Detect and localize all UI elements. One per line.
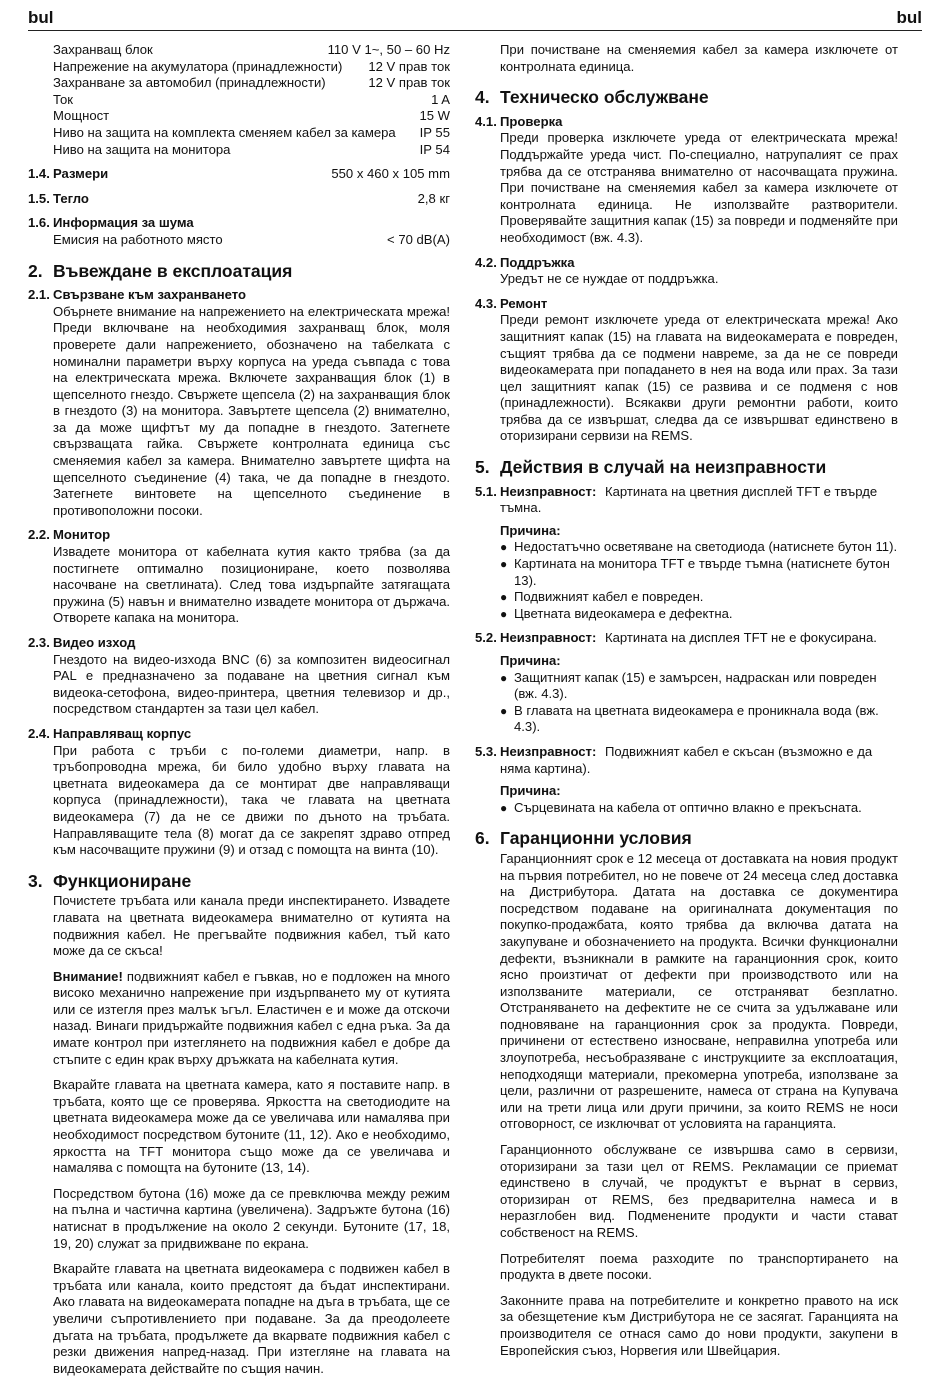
bullet-icon: ●: [500, 606, 508, 621]
paragraph: Законните права на потребителите и конкретно правото на иск за обезщетение към Дистрибутора не се засягат. Гаранцията на производителя се отнася само до нови продукти, закупени в Европейския съюз, Норвегия или Швейцария.: [500, 1292, 898, 1358]
heading-servicing: 4.2. Поддръжка: [475, 254, 575, 270]
paragraph: При работа с тръби с по-големи диаметри, напр. в тръбопроводна мрежа, би било удобно върху главата на цветната видеокамера да се монтират две направляващи корпуса (принадлежности), така че главата на цветната видеокамера (7) да не се движи по дъното на тръбата. Направляващите тела (8) могат да се закрепят здраво отпред към насочващите пружини (9) и отзад с помощта на винта (10).: [53, 742, 450, 858]
fault-item: 5.2. Неизправност: Картината на дисплея TFT не е фокусирана.: [475, 630, 877, 646]
paragraph: При почистване на сменяемия кабел за камера изключете от контролната единица.: [500, 42, 898, 74]
paragraph: Извадете монитора от кабелната кутия както трябва (за да постигнете оптимално позициониране, което позволява насочване на светлината). След това издърпайте затягащата пружина (5) навън и внимателно извадете монитора от държача. Отворете капака на монитора.: [53, 544, 450, 626]
paragraph: Гнездото на видео-изхода BNC (6) за композитен видеосигнал PAL е предназначено за подаване на цветния сигнал към видеока-сетофона, видео-принтера, цветния телевизор и др., посредством стандартен за тази цел кабел.: [53, 651, 450, 717]
list-item: ● Сърцевината на кабела от оптично влакно е прекъсната.: [500, 799, 862, 815]
bullet-icon: ●: [500, 703, 508, 718]
paragraph: Потребителят поема разходите по транспортирането на продукта в двете посоки.: [500, 1250, 898, 1283]
fault-item: 5.1. Неизправност: Картината на цветния дисплей TFT е твърде тъмна.: [475, 483, 878, 516]
heading-repair: 4.3. Ремонт: [475, 295, 548, 311]
spec-row: Ниво на защита на комплекта сменяем кабел за камера IP 55: [53, 124, 450, 140]
header-language-right: bul: [896, 8, 922, 27]
spec-list: [28, 42, 450, 158]
heading-maintenance: 4. Техническо обслужване: [475, 87, 709, 108]
warning-label: Внимание!: [53, 968, 123, 984]
heading-commissioning: 2. Въвеждане в експлоатация: [28, 260, 293, 281]
paragraph: Вкарайте главата на цветната камера, като я поставите напр. в тръбата, която ще се проверява. Яркостта на светодиодите на цветната видеокамера може да се увеличава или намалява при необходимост посредством бутоните (11, 12). Ако е необходимо, яркостта на TFT монитора също може да се увеличава и намалява с помощта на бутоните (13, 14).: [53, 1077, 450, 1176]
heading-troubleshooting: 5. Действия в случай на неизправности: [475, 457, 827, 478]
spec-row: Ниво на защита на монитора IP 54: [53, 141, 450, 157]
list-item: ● Подвижният кабел е повреден.: [500, 589, 704, 605]
paragraph: Преди проверка изключете уреда от електрическата мрежа! Поддържайте уреда чист. По-специално, натрупалият се прах трябва да се отстранява внимателно от насочващата пружина. При почистване на сменяемия кабел за камера изключете от контролната единица. Не използвайте разтворители. Проверявайте защитния капак (15) за повреди и подменяйте при необходимост (вж. 4.3).: [500, 130, 898, 245]
cause-list: [475, 800, 898, 817]
paragraph: Почистете тръбата или канала преди инспектирането. Извадете главата на цветната видеокамера внимателно от кутията на подвижния кабел. Не прегъвайте подвижния кабел, тъй като може да се скъса!: [53, 893, 450, 959]
cause-list: [475, 539, 898, 622]
list-item: ● В главата на цветната видеокамера е проникнала вода (вж. 4.3).: [500, 702, 879, 735]
heading-video-output: 2.3. Видео изход: [28, 635, 136, 650]
section-dimensions: 1.4. Размери 550 x 460 x 105 mm: [28, 166, 450, 182]
paragraph: Вкарайте главата на цветната видеокамера с подвижен кабел в тръбата или канала, които предстоят да бъдат инспектирани. Ако главата на видеокамерата попадне на дъга в тръбата, ще се увеличи съпротивлението при подаване. За да преодолеете дъгата на тръбата, продължете да вкарвате подвижния кабел с резки движения напред-назад. При изтегляне на главата на видеокамерата действайте по същия начин.: [53, 1261, 450, 1376]
paragraph: Гаранционният срок е 12 месеца от доставката на новия продукт на първия потребител, но не повече от 24 месеца след доставка на Дистрибутора. Датата на доставка се документира посредством подаване на оригиналната документация по покупко-продажбата, която трябва да включва датата на закупуване и обозначението на продукта. Всички функционални дефекти, възникнали в рамките на гаранционния срок, които ясно произтичат от дефекти при производството или на използваните материали, се отстраняват безплатно. Отстраняването на дефектите не се счита за удължаване или подновяване на гаранционния срок за продукта. Повреди, причинени от естествено износване, неправилна употреба или злоупотреба, несъобразяване с инструкциите за експлоатация, неподходящи материали, прекомерна употреба, използване за цели, различни от разрешените, намеса от страна на Купувача или на трети лица или други причини, за които REMS не носи отговорност, се изключват от условията на гаранцията.: [500, 850, 898, 1132]
paragraph: Гаранционното обслужване се извършва само в сервизи, оторизирани за тази цел от REMS. Рекламации се приемат единствено в случай, че продуктът е върнат в сервиз, оторизиран от REMS, без предварителна намеса и в неразглобен вид. Подменените продукти и части стават собственост на REMS.: [500, 1142, 898, 1240]
list-item: ● Цветната видеокамера е дефектна.: [500, 605, 733, 621]
bullet-icon: ●: [500, 800, 508, 815]
bullet-icon: ●: [500, 557, 508, 572]
page-header: [28, 8, 922, 31]
list-item: ● Недостатъчно осветяване на светодиода (натиснете бутон 11).: [500, 539, 898, 555]
right-column: [475, 42, 898, 1359]
spec-row: Захранване за автомобил (принадлежности) 12 V прав ток: [53, 75, 450, 91]
cause-label: Причина:: [500, 783, 561, 799]
heading-power-connection: 2.1. Свързване към захранването: [28, 287, 246, 303]
spec-row: Ток 1 A: [53, 91, 450, 107]
section-noise: 1.6. Информация за шума: [28, 215, 194, 231]
spec-row: Захранващ блок 110 V 1~, 50 – 60 Hz: [53, 42, 450, 57]
section-weight: 1.5. Тегло 2,8 кг: [28, 190, 450, 206]
header-language-left: bul: [28, 8, 54, 27]
cause-label: Причина:: [500, 522, 561, 538]
heading-inspection: 4.1. Проверка: [475, 113, 563, 129]
heading-monitor: 2.2. Монитор: [28, 527, 111, 543]
paragraph: Преди ремонт изключете уреда от електрическата мрежа! Ако защитният капак (15) на главата на видеокамерата е повреден, същият трябва да се подмени навреме, за да не се повреди видеокамерата при попадането в нея на вода или прах. За тази цел защитният капак (15) се развива и се подменя с нов (принадлежности). Всякакви други ремонтни работи, които трябва да се извършат, следва да се извършват единствено в оторизирани сервизи на REMS.: [500, 312, 898, 444]
bullet-icon: ●: [500, 590, 508, 605]
heading-operation: 3. Функциониране: [28, 870, 192, 891]
paragraph: Уредът не се нуждае от поддръжка.: [500, 271, 719, 287]
paragraph: Посредством бутона (16) може да се превключва между режим на пълна и частична картина (увеличена). Задръжте бутона (16) натиснат в продължение на около 2 секунди. Бутоните (17, 18, 19, 20) служат за придвижване по екрана.: [53, 1185, 450, 1251]
heading-warranty: 6. Гаранционни условия: [475, 828, 692, 849]
list-item: ● Защитният капак (15) е замърсен, надраскан или повреден (вж. 4.3).: [500, 669, 877, 702]
cause-list: [475, 670, 898, 736]
bullet-icon: ●: [500, 670, 508, 685]
spec-row: Напрежение на акумулатора (принадлежности) 12 V прав ток: [53, 58, 450, 74]
left-column: [28, 42, 450, 1377]
paragraph: Внимание! подвижният кабел е гъвкав, но е подложен на много високо механично напрежение при издърпването му от кутията или се изтегля през малък ъгъл. Еластичен е и може да отскочи назад. Винаги придържайте подвижния кабел с една ръка. За да имате контрол при изтеглянето на подвижния кабел е добре да стъпите с един крак върху дръжката на кабелната кутия.: [53, 968, 450, 1067]
list-item: ● Картината на монитора TFT е твърде тъмна (натиснете бутон 13).: [500, 556, 890, 588]
paragraph: Обърнете внимание на напрежението на електрическата мрежа! Преди включване на необходимия захранващ блок, моля проверете дали напрежението, обозначено на табелката с номинални параметри върху корпуса на уреда съвпада с това на електрическата мрежа. Включете захранващия блок (1) в щепселното гнездо. Свържете щепсела (2) на захранващия блок в гнездото (3) на монитора. Завъртете щепсела (2) внимателно, за да може щифтът му да попадне в гнездото. Затегнете свързващата гайка. Свържете контролната единица със сменяемия кабел за камера. Внимателно завъртете щифта на щепселното съединение (4) така, че да попадне в гнездото. Затегнете винтовете на щепселното съединение в противоположни посоки.: [53, 303, 450, 518]
bullet-icon: ●: [500, 540, 508, 555]
heading-guide-housing: 2.4. Направляващ корпус: [28, 725, 192, 741]
cause-label: Причина:: [500, 653, 561, 668]
spec-row: Емисия на работното място < 70 dB(A): [53, 231, 450, 247]
spec-row: Мощност 15 W: [53, 108, 450, 124]
fault-item: 5.3. Неизправност: Подвижният кабел е скъсан (възможно е да няма картина).: [475, 743, 873, 776]
